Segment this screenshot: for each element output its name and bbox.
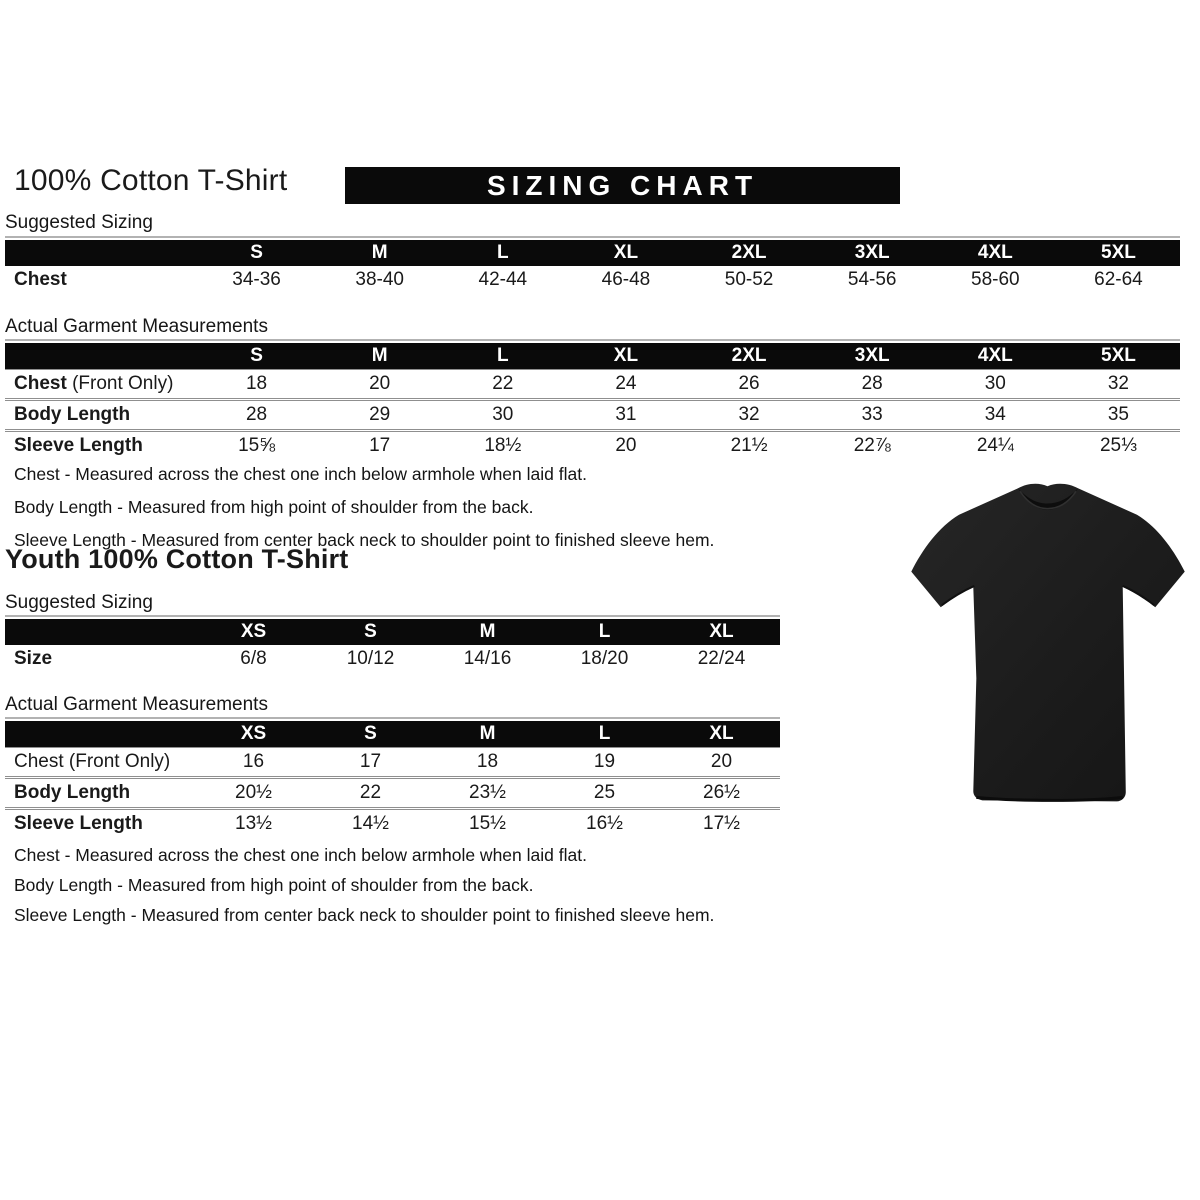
size-column-header: 2XL xyxy=(731,242,767,263)
youth-measurement-notes xyxy=(14,840,804,930)
size-column-header: M xyxy=(479,621,496,642)
measurement-value: 25 xyxy=(593,782,616,803)
measurement-value: 22 xyxy=(359,782,382,803)
measurement-value: 10/12 xyxy=(346,648,395,669)
note-chest: Chest - Measured across the chest one inch below armhole when laid flat. xyxy=(14,464,587,484)
measurement-value: 35 xyxy=(1107,404,1129,425)
measurement-row xyxy=(5,429,1180,460)
size-header-row xyxy=(5,343,1180,369)
size-column-header: 4XL xyxy=(977,345,1013,366)
measurement-value: 18/20 xyxy=(580,648,629,669)
size-column-header: S xyxy=(364,621,377,642)
measurement-value: 31 xyxy=(615,404,637,425)
measurement-value: 30 xyxy=(492,404,514,425)
size-column-header: 3XL xyxy=(854,242,890,263)
note-chest: Chest - Measured across the chest one inch below armhole when laid flat. xyxy=(14,845,587,865)
measurement-value: 23½ xyxy=(469,782,506,803)
measurement-value: 26½ xyxy=(703,782,740,803)
measurement-value: 19 xyxy=(593,751,616,772)
youth-suggested-sizing-label: Suggested Sizing xyxy=(5,592,153,613)
measurement-value: 6/8 xyxy=(240,648,267,669)
measurement-value: 29 xyxy=(369,404,391,425)
size-column-header: XL xyxy=(613,345,639,366)
measurement-value: 20 xyxy=(369,373,391,394)
measurement-value: 17½ xyxy=(703,813,740,834)
measurement-row xyxy=(5,369,1180,398)
size-column-header: 3XL xyxy=(854,345,890,366)
note-sleeve-length: Sleeve Length - Measured from center back neck to shoulder point to finished sleeve hem. xyxy=(14,530,715,550)
size-column-header: S xyxy=(364,723,377,744)
size-column-header: 5XL xyxy=(1101,345,1136,366)
measurement-value: 15½ xyxy=(469,813,506,834)
measurement-value: 28 xyxy=(245,404,268,425)
measurement-value: 32 xyxy=(738,404,760,425)
measurement-value: 32 xyxy=(1107,373,1129,394)
measurement-value: 24¼ xyxy=(976,435,1014,456)
size-column-header: 4XL xyxy=(977,242,1013,263)
measurement-value: 25⅓ xyxy=(1099,435,1137,456)
measurement-value: 30 xyxy=(984,373,1006,394)
size-header-row xyxy=(5,619,780,645)
measurement-value: 20 xyxy=(615,435,637,456)
youth-garment-measurements-table xyxy=(5,717,780,838)
row-label: Sleeve Length xyxy=(14,813,143,834)
adult-garment-measurements-table xyxy=(5,339,1180,460)
sizing-chart-banner: SIZING CHART xyxy=(345,167,900,204)
size-column-header: S xyxy=(250,345,263,366)
size-column-header: XL xyxy=(709,621,734,642)
size-column-header: XS xyxy=(240,621,267,642)
measurement-row xyxy=(5,645,780,673)
page-title: 100% Cotton T-Shirt xyxy=(14,164,288,197)
measurement-value: 42-44 xyxy=(478,269,528,290)
measurement-value: 16½ xyxy=(586,813,623,834)
size-column-header: 2XL xyxy=(731,345,767,366)
measurement-value: 54-56 xyxy=(847,269,897,290)
measurement-value: 20½ xyxy=(235,782,272,803)
measurement-value: 22⅞ xyxy=(853,435,891,456)
measurement-value: 28 xyxy=(861,373,883,394)
size-column-header: L xyxy=(497,345,509,366)
note-body-length: Body Length - Measured from high point of shoulder from the back. xyxy=(14,497,534,517)
size-header-row xyxy=(5,721,780,747)
measurement-value: 14/16 xyxy=(463,648,512,669)
size-column-header: S xyxy=(250,242,263,263)
size-column-header: 5XL xyxy=(1101,242,1136,263)
measurement-value: 22 xyxy=(492,373,514,394)
measurement-value: 15⅝ xyxy=(238,435,276,456)
size-column-header: L xyxy=(598,621,611,642)
size-column-header: XL xyxy=(709,723,734,744)
youth-garment-measurements-label: Actual Garment Measurements xyxy=(5,694,268,715)
measurement-value: 17 xyxy=(359,751,382,772)
row-label: Chest (Front Only) xyxy=(14,751,171,772)
measurement-value: 38-40 xyxy=(355,269,404,290)
adult-suggested-sizing-table xyxy=(5,236,1180,294)
measurement-value: 33 xyxy=(861,404,883,425)
measurement-value: 62-64 xyxy=(1094,269,1143,290)
black-tshirt-image xyxy=(895,470,1200,838)
measurement-value: 20 xyxy=(710,751,733,772)
measurement-value: 24 xyxy=(615,373,637,394)
measurement-row xyxy=(5,747,780,776)
measurement-value: 34 xyxy=(984,404,1006,425)
size-column-header: XL xyxy=(613,242,639,263)
measurement-value: 26 xyxy=(738,373,760,394)
row-label: Body Length xyxy=(14,404,131,425)
measurement-value: 50-52 xyxy=(724,269,774,290)
measurement-value: 16 xyxy=(242,751,265,772)
measurement-row xyxy=(5,266,1180,294)
row-label: Size xyxy=(14,648,53,669)
size-column-header: L xyxy=(497,242,509,263)
adult-measurement-notes xyxy=(14,458,804,557)
measurement-value: 18 xyxy=(476,751,499,772)
measurement-row xyxy=(5,398,1180,429)
row-label: Sleeve Length xyxy=(14,435,143,456)
measurement-value: 13½ xyxy=(235,813,272,834)
measurement-value: 18 xyxy=(245,373,268,394)
measurement-value: 18½ xyxy=(484,435,522,456)
tshirt-body xyxy=(911,484,1184,802)
measurement-value: 14½ xyxy=(352,813,389,834)
measurement-value: 17 xyxy=(369,435,391,456)
measurement-value: 22/24 xyxy=(697,648,746,669)
size-column-header: XS xyxy=(240,723,267,744)
measurement-value: 21½ xyxy=(730,435,768,456)
measurement-value: 34-36 xyxy=(232,269,281,290)
note-sleeve-length: Sleeve Length - Measured from center back neck to shoulder point to finished sleeve hem. xyxy=(14,905,715,925)
adult-suggested-sizing-label: Suggested Sizing xyxy=(5,212,153,233)
size-header-row xyxy=(5,240,1180,266)
note-body-length: Body Length - Measured from high point of shoulder from the back. xyxy=(14,875,534,895)
size-column-header: L xyxy=(598,723,611,744)
row-label: Chest xyxy=(14,269,67,290)
row-label: Body Length xyxy=(14,782,131,803)
adult-garment-measurements-label: Actual Garment Measurements xyxy=(5,316,268,337)
size-column-header: M xyxy=(371,345,388,366)
measurement-row xyxy=(5,776,780,807)
youth-suggested-sizing-table xyxy=(5,615,780,673)
youth-page-title: Youth 100% Cotton T-Shirt xyxy=(5,544,349,574)
row-label: Chest (Front Only) xyxy=(14,373,174,394)
measurement-value: 46-48 xyxy=(601,269,651,290)
size-column-header: M xyxy=(479,723,496,744)
size-column-header: M xyxy=(371,242,388,263)
tshirt-graphic xyxy=(895,470,1200,838)
measurement-row xyxy=(5,807,780,838)
measurement-value: 58-60 xyxy=(971,269,1020,290)
